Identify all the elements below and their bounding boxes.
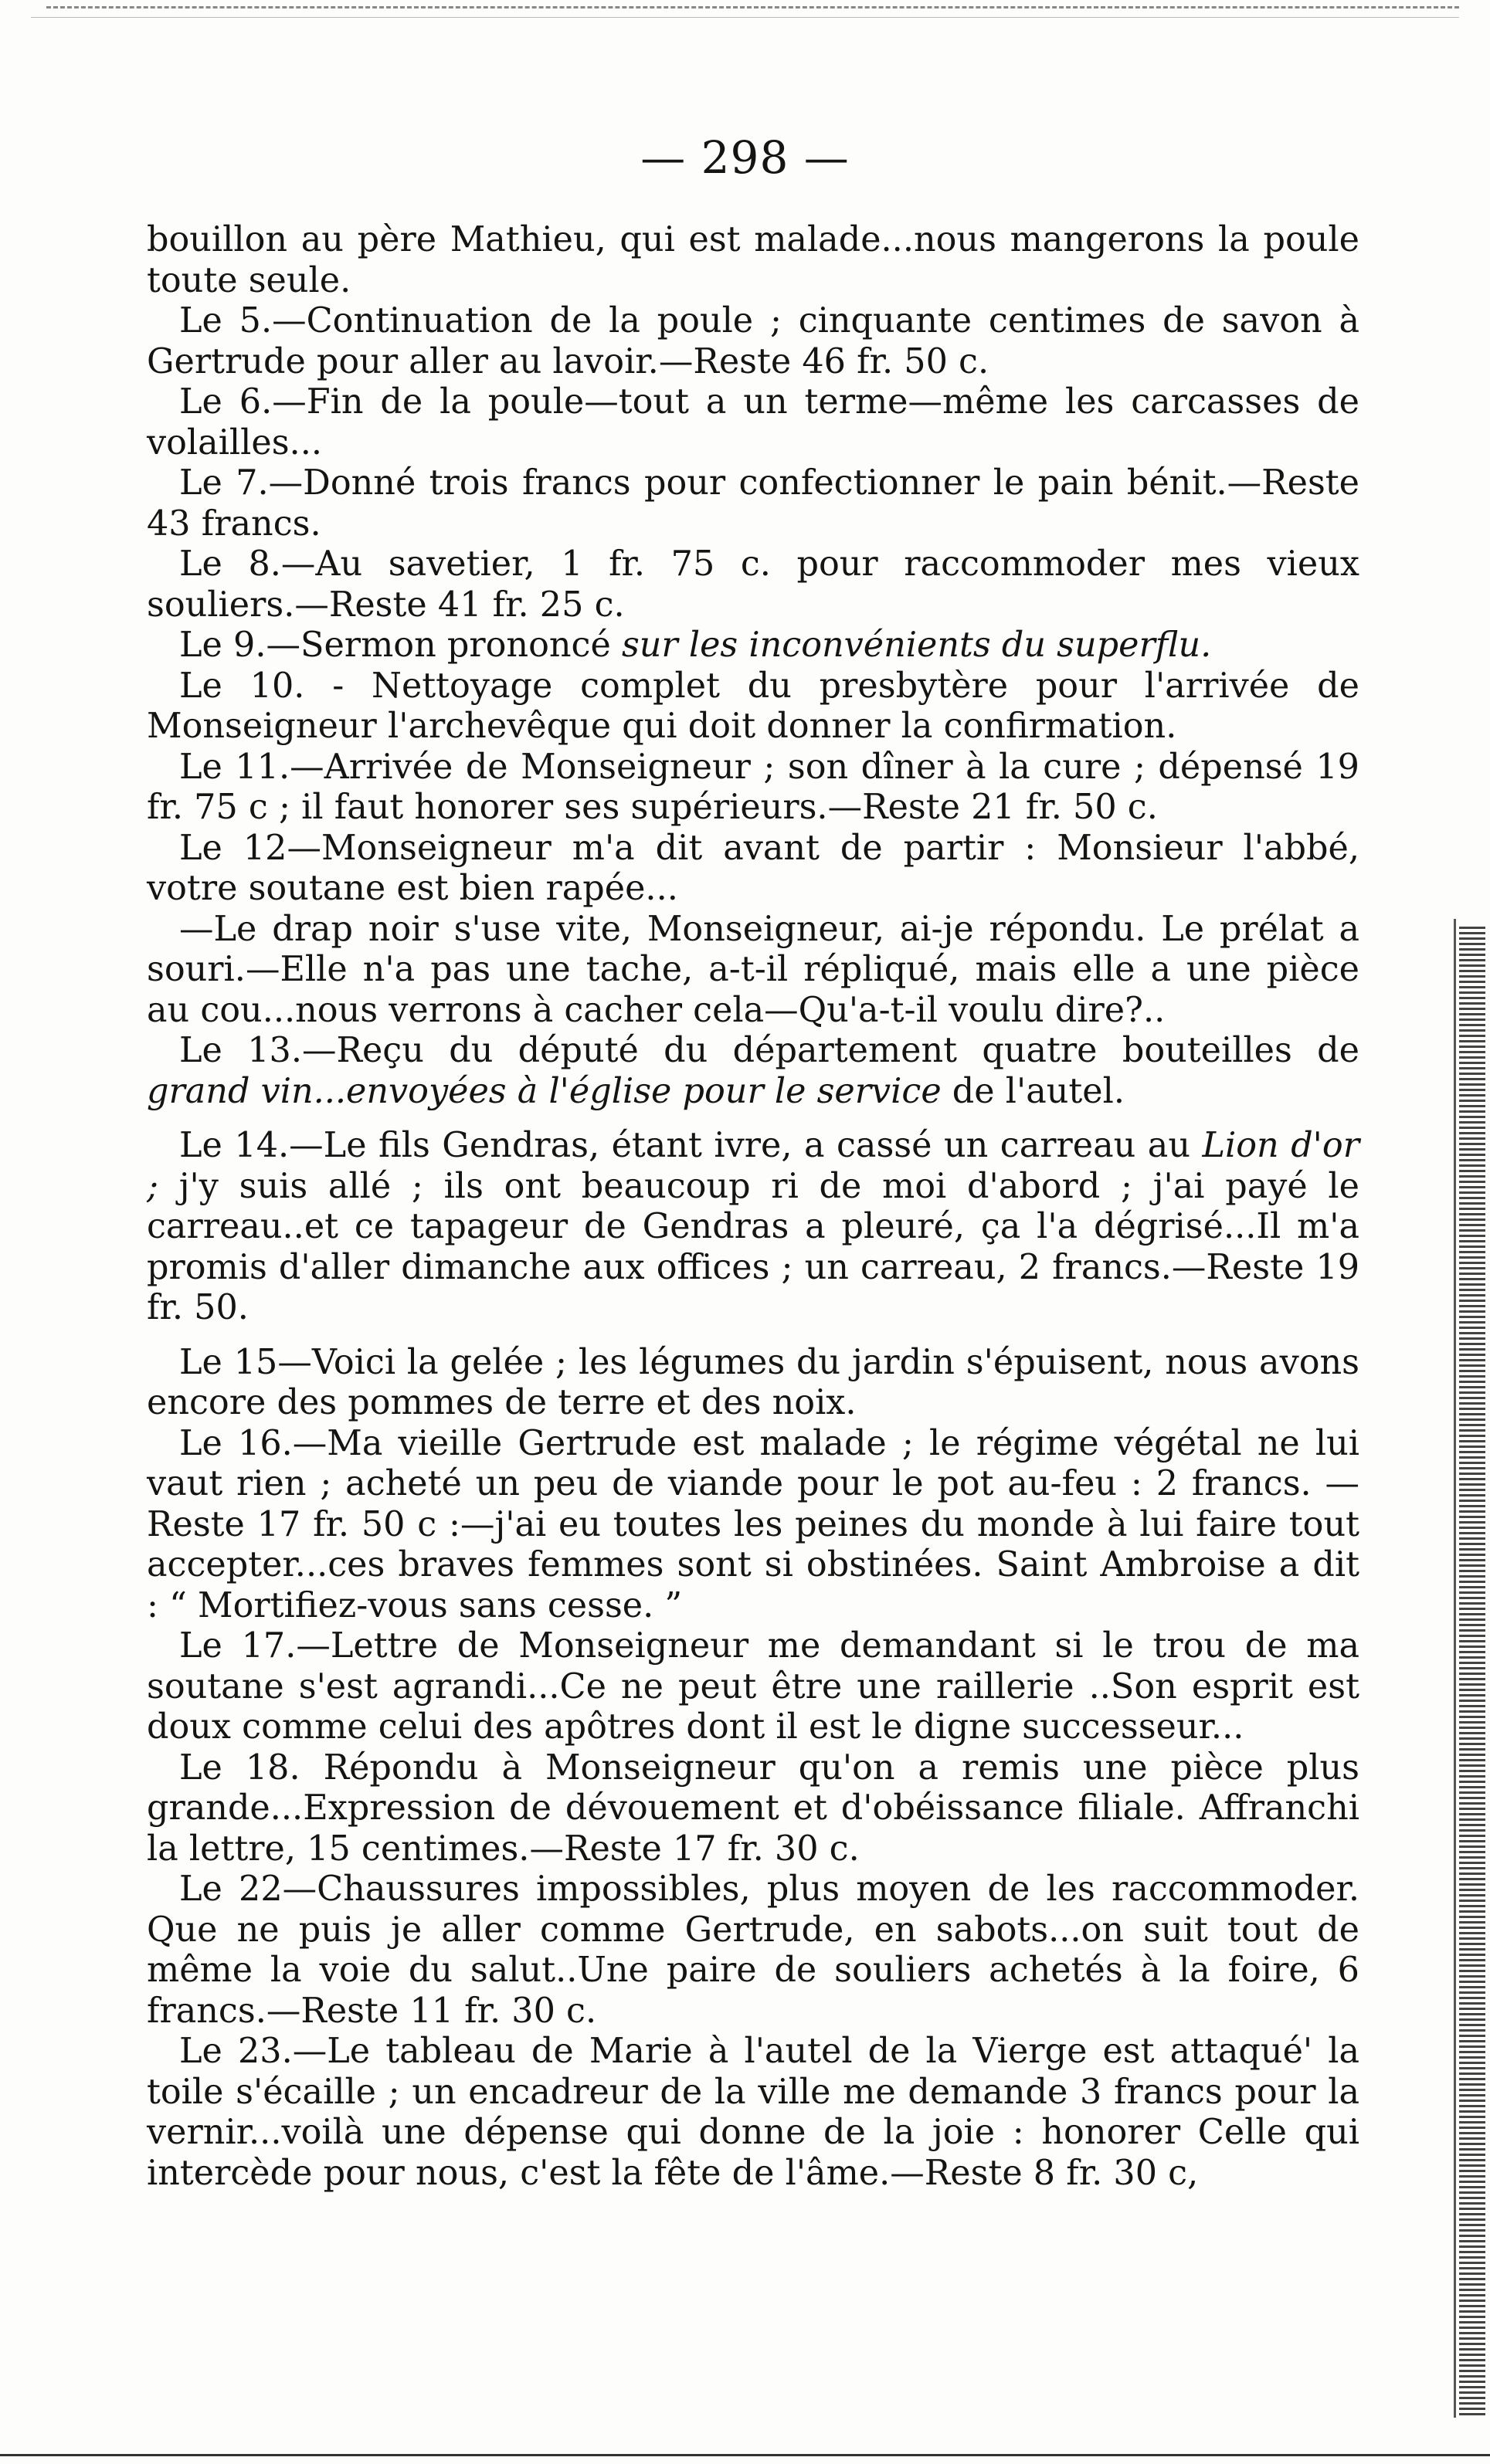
entry-paragraph — [147, 1126, 1359, 1329]
diary-text — [147, 220, 1359, 2194]
entry-paragraph: Le 22—Chaussures impossibles, plus moyen de les raccommoder. Que ne puis je aller comme Gertrude, en sabots...on suit tout de même la voie du salut..Une paire de souliers achetés à la foire, 6 francs.—Reste 11 fr. 30 c. — [147, 1869, 1359, 2031]
entry-paragraph: Le 11.—Arrivée de Monseigneur ; son dîner à la cure ; dépensé 19 fr. 75 c ; il faut honorer ses supérieurs.—Reste 21 fr. 50 c. — [147, 747, 1359, 827]
entry-italic-text: Lion d'or ; — [147, 1126, 1359, 1206]
entry-paragraph: Le 5.—Continuation de la poule ; cinquante centimes de savon à Gertrude pour aller au lavoir.—Reste 46 fr. 50 c. — [147, 301, 1359, 381]
entry-text: Le 9.—Sermon prononcé — [179, 625, 622, 665]
entry-text: Le 14.—Le fils Gendras, étant ivre, a cassé un carreau au — [179, 1126, 1203, 1165]
entry-paragraph: Le 12—Monseigneur m'a dit avant de partir : Monsieur l'abbé, votre soutane est bien rapée... — [147, 828, 1359, 908]
scan-right-rule — [1454, 919, 1456, 2418]
entry-paragraph: —Le drap noir s'use vite, Monseigneur, ai-je répondu. Le prélat a souri.—Elle n'a pas une tache, a-t-il répliqué, mais elle a une pièce au cou...nous verrons à cacher cela—Qu'a-t-il voulu dire?.. — [147, 909, 1359, 1030]
scan-top-rule — [31, 17, 1459, 18]
scan-right-edge — [1459, 927, 1485, 2418]
scan-bottom-border — [0, 2454, 1490, 2456]
entry-paragraph: Le 6.—Fin de la poule—tout a un terme—même les carcasses de volailles... — [147, 382, 1359, 463]
entry-paragraph: Le 10. - Nettoyage complet du presbytère pour l'arrivée de Monseigneur l'archevêque qui doit donner la confirmation. — [147, 666, 1359, 746]
scan-top-border — [46, 6, 1459, 8]
entry-paragraph: Le 8.—Au savetier, 1 fr. 75 c. pour raccommoder mes vieux souliers.—Reste 41 fr. 25 c. — [147, 544, 1359, 625]
entry-paragraph — [147, 1031, 1359, 1112]
page-number: — 298 — — [640, 131, 850, 184]
entry-paragraph: Le 23.—Le tableau de Marie à l'autel de la Vierge est attaqué' la toile s'écaille ; un encadreur de la ville me demande 3 francs pour la vernir...voilà une dépense qui donne de la joie : honorer Celle qui intercède pour nous, c'est la fête de l'âme.—Reste 8 fr. 30 c, — [147, 2032, 1359, 2193]
entry-paragraph: bouillon au père Mathieu, qui est malade...nous mangerons la poule toute seule. — [147, 220, 1359, 300]
entry-paragraph — [147, 625, 1359, 666]
entry-italic-text: grand vin...envoyées à l'église pour le service — [147, 1071, 942, 1111]
entry-text: Le 13.—Reçu du député du département quatre bouteilles de — [179, 1031, 1359, 1070]
entry-paragraph: Le 18. Répondu à Monseigneur qu'on a remis une pièce plus grande...Expression de dévouement et d'obéissance filiale. Affranchi la lettre, 15 centimes.—Reste 17 fr. 30 c. — [147, 1747, 1359, 1869]
entry-paragraph: Le 7.—Donné trois francs pour confectionner le pain bénit.—Reste 43 francs. — [147, 463, 1359, 544]
entry-text-tail: de l'autel. — [941, 1071, 1125, 1111]
entry-paragraph: Le 16.—Ma vieille Gertrude est malade ; le régime végétal ne lui vaut rien ; acheté un peu de viande pour le pot au-feu : 2 francs. —Reste 17 fr. 50 c :—j'ai eu toutes les peines du monde à lui faire tout accepter...ces braves femmes sont si obstinées. Saint Ambroise a dit : “ Mortifiez-vous sans cesse. ” — [147, 1423, 1359, 1625]
entry-paragraph: Le 17.—Lettre de Monseigneur me demandant si le trou de ma soutane s'est agrandi...Ce ne peut être une raillerie ..Son esprit est doux comme celui des apôtres dont il est le digne successeur... — [147, 1626, 1359, 1747]
entry-paragraph: Le 15—Voici la gelée ; les légumes du jardin s'épuisent, nous avons encore des pommes de terre et des noix. — [147, 1342, 1359, 1422]
entry-italic-text: sur les inconvénients du superflu. — [621, 625, 1212, 665]
entry-text-tail: j'y suis allé ; ils ont beaucoup ri de moi d'abord ; j'ai payé le carreau..et ce tapageur de Gendras a pleuré, ça l'a dégrisé...Il m'a promis d'aller dimanche aux offices ; un carreau, 2 francs.—Reste 19 fr. 50. — [147, 1166, 1359, 1327]
